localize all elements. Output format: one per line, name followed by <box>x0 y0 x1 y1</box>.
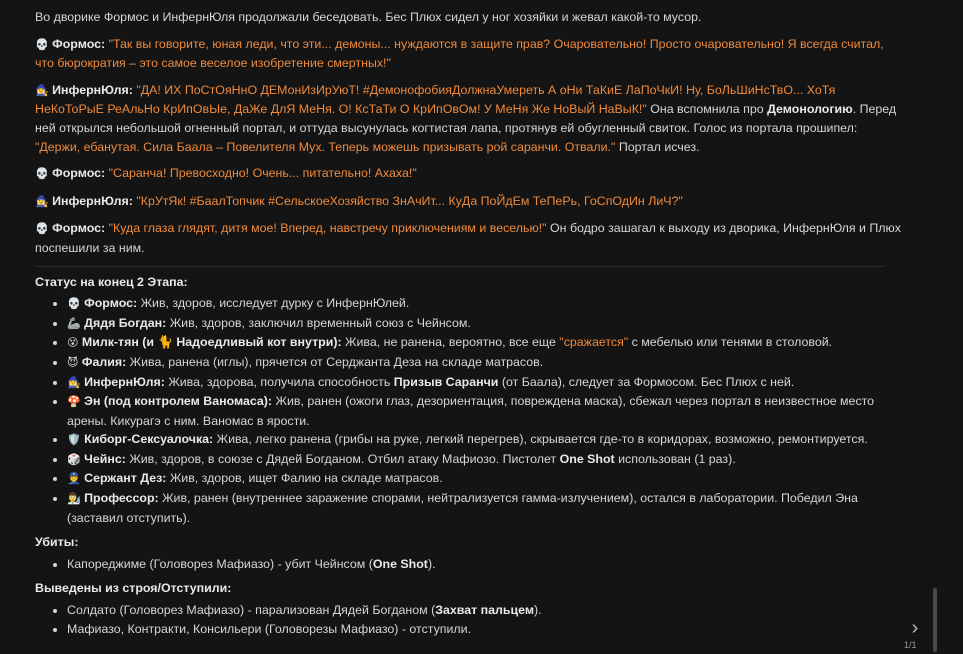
retired-item: • Солдато (Головорез Мафиазо) - парализован Дядей Богданом (Захват пальцем). <box>67 601 903 620</box>
status-name: Дядя Богдан: <box>84 315 167 330</box>
message-formos-3 <box>35 219 903 257</box>
quote: "КрУтЯк! #БаалТопчик #СельскоеХозяйство ЗнАчИт... КуДа ПоЙдЕм ТеПеРь, ГоСпОдИн ЛиЧ?" <box>136 193 683 208</box>
page-counter: 1/1 <box>904 640 917 650</box>
status-header: Статус на конец 2 Этапа: <box>35 274 188 289</box>
status-item-cyborg <box>67 430 903 450</box>
status-name: Киборг-Сексуалочка: <box>84 432 214 447</box>
status-name: Профессор: <box>84 491 159 506</box>
bold-term: One Shot <box>559 451 615 466</box>
skull-icon: 💀 <box>35 168 49 181</box>
status-name: Фалия: <box>81 354 127 369</box>
speaker-name: ИнфернЮля: <box>52 193 133 208</box>
bold-term: Захват пальцем <box>435 603 535 618</box>
quote: "Держи, ебанутая. Сила Баала – Повелителя Мух. Теперь можешь призывать рой саранчи. Отвали." <box>35 139 616 154</box>
quote: "Куда глаза глядят, дитя мое! Вперед, навстречу приключениям и веселью!" <box>108 221 547 236</box>
speaker-name: Формос: <box>52 221 106 236</box>
mage-icon: 🧙‍♀️ <box>35 195 49 208</box>
scrollbar-thumb[interactable] <box>933 588 937 652</box>
status-item-en <box>67 392 903 430</box>
status-name: Эн (под контролем Ваномаса): <box>84 394 273 409</box>
status-item-milk <box>67 333 903 353</box>
divider <box>35 266 885 267</box>
chevron-right-icon[interactable]: › <box>911 617 919 639</box>
status-text: Жив, здоров, в союзе с Дядей Богданом. Отбил атаку Мафиозо. Пистолет <box>125 451 560 466</box>
status-text: с мебелью или тенями в столовой. <box>628 335 833 350</box>
status-item-chance <box>67 450 903 470</box>
quote: "Саранча! Превосходно! Очень... питательно! Ахаха!" <box>108 166 417 181</box>
message-formos-2 <box>35 164 903 184</box>
message-formos-1 <box>35 35 903 73</box>
status-name: Милк-тян (и 🐈 Надоедливый кот внутри): <box>81 335 342 350</box>
shield-icon: 🛡️ <box>67 434 81 447</box>
speaker-name: Формос: <box>52 36 106 51</box>
status-item-infernyulya <box>67 373 903 393</box>
status-name: Чейнс: <box>84 451 126 466</box>
devil-face-icon: 😈 <box>67 356 79 369</box>
status-item-dez <box>67 469 903 489</box>
status-text: использован (1 раз). <box>614 451 736 466</box>
speaker-name: ИнфернЮля: <box>52 82 133 97</box>
status-item-faliya <box>67 353 903 373</box>
retired-list <box>35 601 903 638</box>
bold-term: Демонологию <box>767 102 853 117</box>
status-text: Жива, здорова, получила способность <box>164 374 394 389</box>
status-text: Жив, здоров, ищет Фалию на складе матрасов. <box>166 471 443 486</box>
status-item-bogdan <box>67 314 903 334</box>
killed-list <box>35 555 903 574</box>
police-officer-icon: 👮 <box>67 473 81 486</box>
mage-icon: 🧙‍♀️ <box>35 84 49 97</box>
skull-icon: 💀 <box>35 223 49 236</box>
narration: . Перед ней открылся небольшой огненный портал, и оттуда высунулась когтистая лапа, протянув ей обугленный свиток. Голос из портала прошипел: <box>35 102 897 135</box>
quote: "ДА! ИХ ПоСтОяНнО ДЕМонИзИрУюТ! #ДемонофобияДолжнаУмереть А оНи ТаКиЕ ЛаПоЧкИ! Ну, БоЛьШиНсТвО... ХоТя НеКоТоРыЕ РеАльНо КрИпОвЫе, ДаЖе ДлЯ МеНя. О! КсТаТи О КрИпОвОм! У МеНя Же НоВыЙ НаВыК!" <box>35 82 836 117</box>
message-infernyulya-2 <box>35 192 903 212</box>
status-name: Формос: <box>84 296 138 311</box>
status-item-formos <box>67 294 903 314</box>
narration: Портал исчез. <box>615 139 700 154</box>
message-infernyulya-1 <box>35 81 903 156</box>
status-text: Жива, не ранена, вероятно, все еще <box>341 335 560 350</box>
mage-icon: 🧙‍♀️ <box>67 376 81 389</box>
killed-header: Убиты: <box>35 535 79 550</box>
mechanical-arm-icon: 🦾 <box>67 317 81 330</box>
status-list <box>35 294 903 527</box>
status-text: Жив, здоров, исследует дурку с ИнфернЮлей. <box>137 296 410 311</box>
status-text: Жива, легко ранена (грибы на руке, легкий перегрев), скрывается где-то в коридорах, возможно, ремонтируется. <box>213 432 868 447</box>
retired-header: Выведены из строя/Отступили: <box>35 581 232 596</box>
status-item-professor <box>67 489 903 527</box>
bold-term: One Shot <box>372 556 428 571</box>
intro-paragraph: Во дворике Формос и ИнфернЮля продолжали беседовать. Бес Плюх сидел у ног хозяйки и жевал какой-то мусор. <box>35 10 702 24</box>
bold-term: Призыв Саранчи <box>393 374 499 389</box>
narration: Она вспомнила про <box>646 102 768 117</box>
status-text: (от Баала), следует за Формосом. Бес Плюх с ней. <box>498 374 795 389</box>
skull-icon: 💀 <box>67 298 81 311</box>
status-name: ИнфернЮля: <box>84 374 165 389</box>
mushroom-icon: 🍄 <box>67 396 81 409</box>
narration: Он бодро зашагал к выходу из дворика, ИнфернЮля и Плюх поспешили за ним. <box>35 221 901 255</box>
status-name: Сержант Дез: <box>84 471 167 486</box>
killed-item: • Капореджиме (Головорез Мафиазо) - убит Чейнсом (One Shot). <box>67 555 903 574</box>
status-text: Жив, ранен (ожоги глаз, дезориентация, повреждена маска), сбежал через портал в неизвестное место арены. Кикурагэ с ним. Ваномас в ярости. <box>67 394 875 428</box>
dice-icon: 🎲 <box>67 453 81 466</box>
quote: "сражается" <box>559 335 629 350</box>
chat-message-content <box>35 8 903 642</box>
skull-icon: 💀 <box>35 38 49 51</box>
status-text: Жив, ранен (внутреннее заражение спорами, нейтрализуется гамма-излучением), остался в лаборатории. Победил Эна (заставил отступить). <box>67 491 858 525</box>
scientist-icon: 👨‍🔬 <box>67 493 81 506</box>
dizzy-face-icon: 😵 <box>67 337 79 350</box>
quote: "Так вы говорите, юная леди, что эти... демоны... нуждаются в защите прав? Очаровательно! Просто очаровательно! Я всегда считал, что бюрократия – это самое веселое изобретение смертных!" <box>35 36 884 71</box>
speaker-name: Формос: <box>52 166 106 181</box>
retired-item: • Мафиазо, Контракти, Консильери (Головорезы Мафиазо) - отступили. <box>67 620 903 639</box>
status-text: Жива, ранена (иглы), прячется от Серджанта Деза на складе матрасов. <box>126 354 544 369</box>
status-text: Жив, здоров, заключил временный союз с Чейнсом. <box>166 315 471 330</box>
